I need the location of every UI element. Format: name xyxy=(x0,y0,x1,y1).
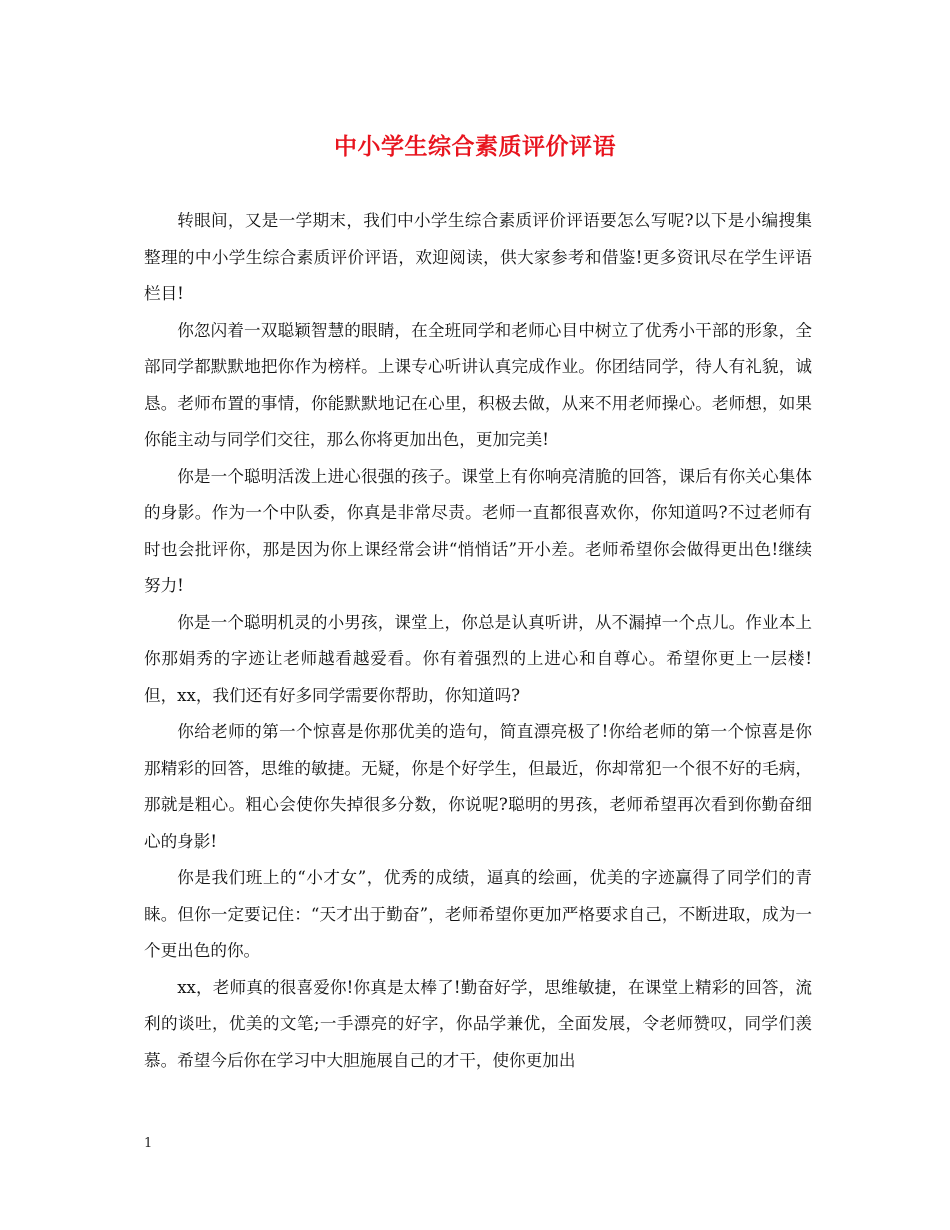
paragraph-comment-5: 你是我们班上的“小才女”，优秀的成绩，逼真的绘画，优美的字迹赢得了同学们的青睐。但你一定要记住：“天才出于勤奋”，老师希望你更加严格要求自己，不断进取，成为一个更出色的你。 xyxy=(144,868,812,960)
page-number: 1 xyxy=(144,1136,153,1151)
paragraph-comment-1: 你忽闪着一双聪颖智慧的眼睛，在全班同学和老师心目中树立了优秀小干部的形象，全部同学都默默地把你作为榜样。上课专心听讲认真完成作业。你团结同学，待人有礼貌，诚恳。老师布置的事情，你能默默地记在心里，积极去做，从来不用老师操心。老师想，如果你能主动与同学们交往，那么你将更加出色，更加完美! xyxy=(144,320,812,449)
paragraph-comment-4: 你给老师的第一个惊喜是你那优美的造句，简直漂亮极了!你给老师的第一个惊喜是你那精彩的回答，思维的敏捷。无疑，你是个好学生，但最近，你却常犯一个很不好的毛病，那就是粗心。粗心会使你失掉很多分数，你说呢?聪明的男孩，老师希望再次看到你勤奋细心的身影! xyxy=(144,722,812,851)
paragraph-comment-2: 你是一个聪明活泼上进心很强的孩子。课堂上有你响亮清脆的回答，课后有你关心集体的身影。作为一个中队委，你真是非常尽责。老师一直都很喜欢你，你知道吗?不过老师有时也会批评你，那是因为你上课经常会讲“悄悄话”开小差。老师希望你会做得更出色!继续努力! xyxy=(144,466,812,595)
paragraph-intro: 转眼间，又是一学期末，我们中小学生综合素质评价评语要怎么写呢?以下是小编搜集整理的中小学生综合素质评价评语，欢迎阅读，供大家参考和借鉴!更多资讯尽在学生评语栏目! xyxy=(144,211,812,303)
paragraph-comment-6: xx，老师真的很喜爱你!你真是太棒了!勤奋好学，思维敏捷，在课堂上精彩的回答，流利的谈吐，优美的文笔;一手漂亮的好字，你品学兼优，全面发展，令老师赞叹，同学们羡慕。希望今后你在学习中大胆施展自己的才干，使你更加出 xyxy=(144,977,812,1070)
document-title: 中小学生综合素质评价评语 xyxy=(334,133,616,160)
document-body xyxy=(144,203,812,1079)
paragraph-comment-3: 你是一个聪明机灵的小男孩，课堂上，你总是认真听讲，从不漏掉一个点儿。作业本上你那娟秀的字迹让老师越看越爱看。你有着强烈的上进心和自尊心。希望你更上一层楼!但，xx，我们还有好多同学需要你帮助，你知道吗? xyxy=(144,612,812,705)
